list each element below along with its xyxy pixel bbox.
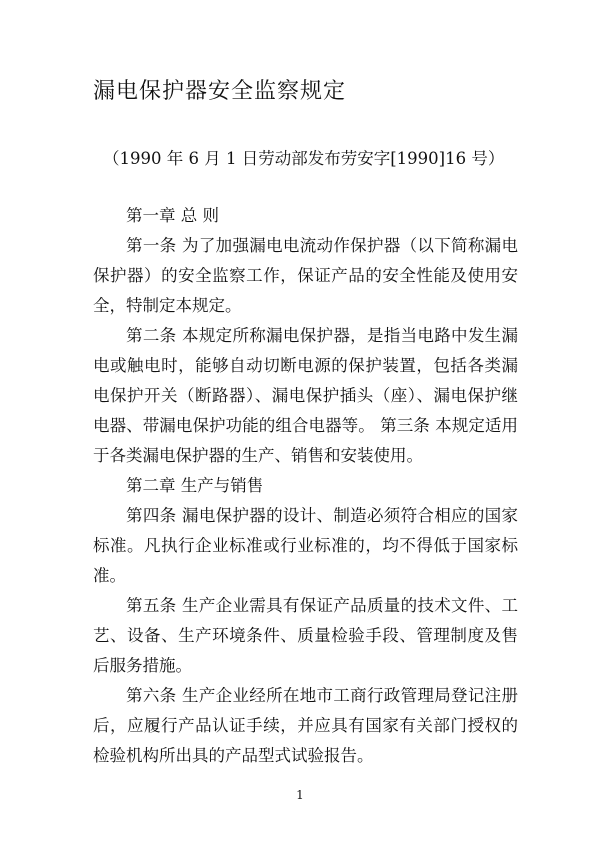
article-5-paragraph: 第五条 生产企业需具有保证产品质量的技术文件、工艺、设备、生产环境条件、质量检验手段、管理制度及售后服务措施。 <box>93 596 518 675</box>
document-body <box>93 201 518 771</box>
chapter-2-heading: 第二章 生产与销售 <box>126 476 264 495</box>
document-title: 漏电保护器安全监察规定 <box>93 79 347 104</box>
chapter-1-heading: 第一章 总 则 <box>126 206 219 225</box>
article-4-paragraph: 第四条 漏电保护器的设计、制造必须符合相应的国家标准。凡执行企业标准或行业标准的，均不得低于国家标准。 <box>93 506 518 585</box>
page-number: 1 <box>296 788 304 802</box>
article-6-paragraph: 第六条 生产企业经所在地市工商行政管理局登记注册后，应履行产品认证手续，并应具有国家有关部门授权的检验机构所出具的产品型式试验报告。 <box>93 686 518 765</box>
document-subtitle: （1990 年 6 月 1 日劳动部发布劳安字[1990]16 号） <box>103 149 505 168</box>
article-2-3-paragraph: 第二条 本规定所称漏电保护器，是指当电路中发生漏电或触电时，能够自动切断电源的保护装置，包括各类漏电保护开关（断路器）、漏电保护插头（座）、漏电保护继电器、带漏电保护功能的组合电器等。 第三条 本规定适用于各类漏电保护器的生产、销售和安装使用。 <box>93 326 518 465</box>
article-1-paragraph: 第一条 为了加强漏电电流动作保护器（以下简称漏电保护器）的安全监察工作，保证产品的安全性能及使用安全，特制定本规定。 <box>93 236 518 315</box>
